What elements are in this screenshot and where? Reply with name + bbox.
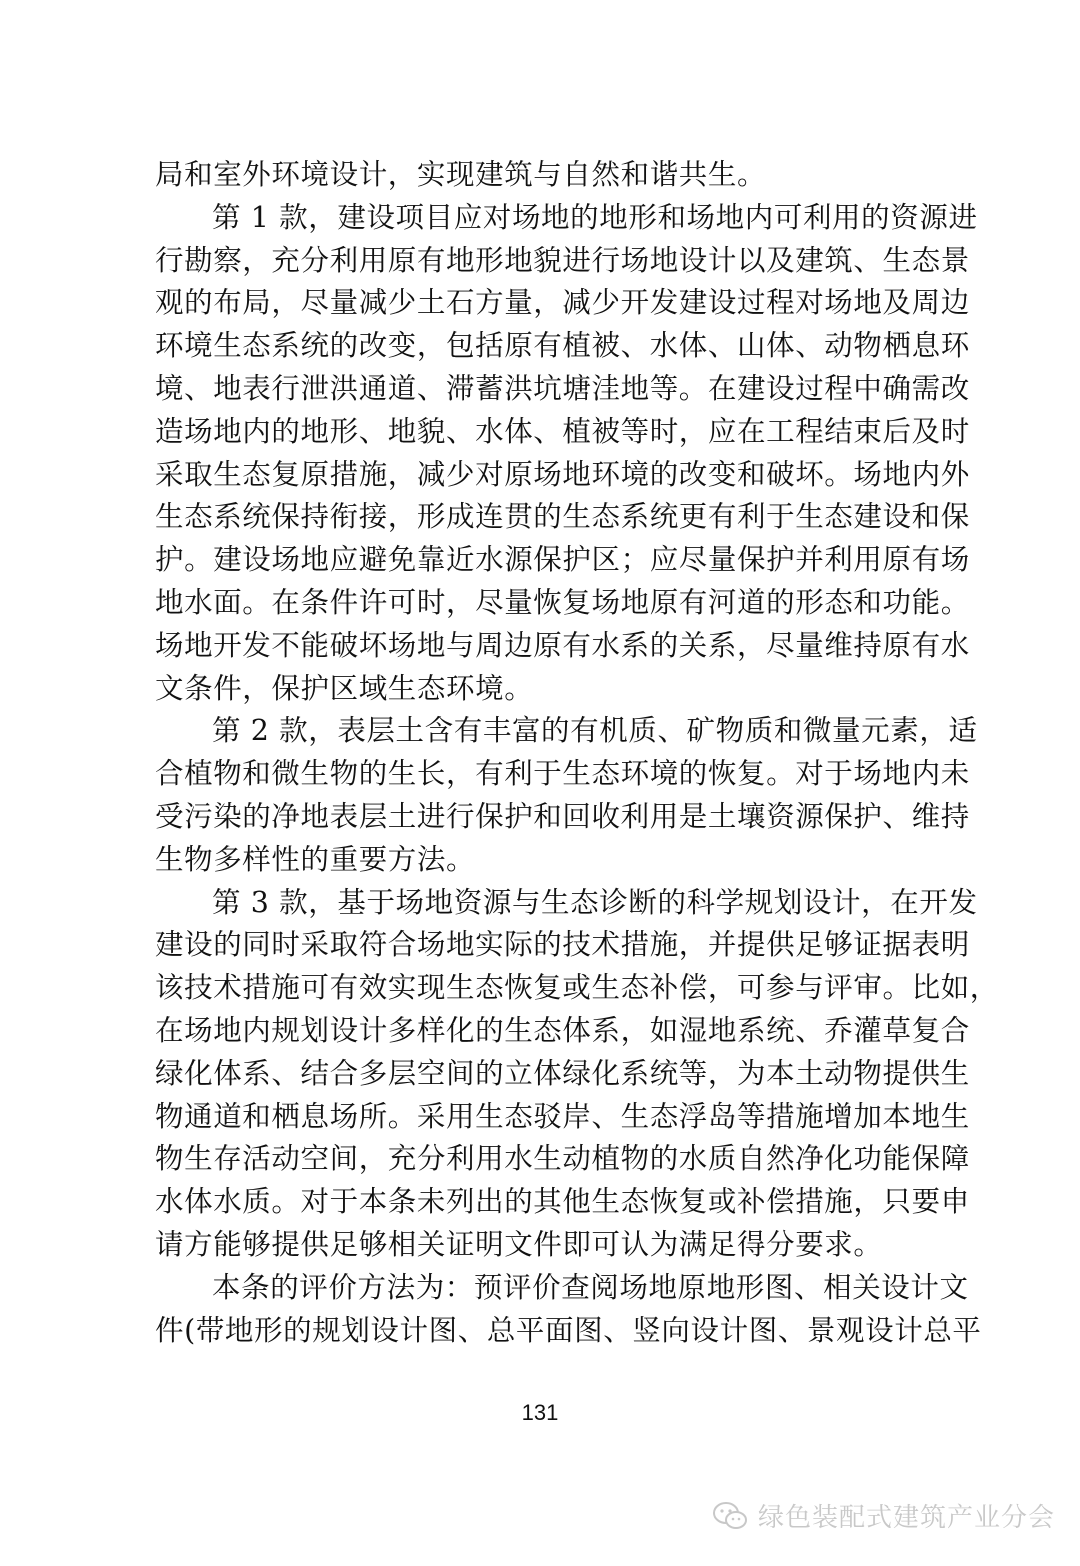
text-line: 建设的同时采取符合场地实际的技术措施，并提供足够证据表明 — [155, 928, 970, 962]
text-line: 局和室外环境设计，实现建筑与自然和谐共生。 — [155, 158, 767, 191]
text-line: 合植物和微生物的生长，有利于生态环境的恢复。对于场地内未 — [155, 757, 970, 791]
text-line: 件(带地形的规划设计图、总平面图、竖向设计图、景观设计总平 — [155, 1313, 982, 1347]
text-line: 境、地表行泄洪通道、滞蓄洪坑塘洼地等。在建设过程中确需改 — [155, 371, 970, 405]
document-body — [155, 154, 999, 1352]
page-number: 131 — [521, 1400, 559, 1425]
text-line: 观的布局，尽量减少土石方量，减少开发建设过程对场地及周边 — [155, 286, 970, 320]
text-line: 造场地内的地形、地貌、水体、植被等时，应在工程结束后及时 — [155, 414, 970, 448]
text-line: 第 3 款，基于场地资源与生态诊断的科学规划设计，在开发 — [212, 885, 978, 919]
text-line: 本条的评价方法为：预评价查阅场地原地形图、相关设计文 — [212, 1270, 969, 1304]
text-line: 在场地内规划设计多样化的生态体系，如湿地系统、乔灌草复合 — [155, 1013, 970, 1047]
text-line: 第 2 款，表层土含有丰富的有机质、矿物质和微量元素，适 — [212, 714, 978, 748]
text-line: 请方能够提供足够相关证明文件即可认为满足得分要求。 — [155, 1227, 883, 1261]
wechat-icon — [712, 1501, 748, 1531]
text-line: 环境生态系统的改变，包括原有植被、水体、山体、动物栖息环 — [155, 329, 970, 363]
text-line: 水体水质。对于本条未列出的其他生态恢复或补偿措施，只要申 — [155, 1185, 970, 1219]
text-line: 绿化体系、结合多层空间的立体绿化系统等，为本土动物提供生 — [155, 1056, 970, 1090]
text-line: 该技术措施可有效实现生态恢复或生态补偿，可参与评审。比如， — [155, 971, 999, 1005]
text-line: 护。建设场地应避免靠近水源保护区；应尽量保护并利用原有场 — [155, 543, 970, 577]
text-line: 物生存活动空间，充分利用水生动植物的水质自然净化功能保障 — [155, 1142, 970, 1176]
text-line: 地水面。在条件许可时，尽量恢复场地原有河道的形态和功能。 — [155, 585, 970, 619]
text-line: 第 1 款，建设项目应对场地的地形和场地内可利用的资源进 — [212, 200, 978, 234]
watermark-text: 绿色装配式建筑产业分会 — [758, 1503, 1056, 1533]
text-line: 采取生态复原措施，减少对原场地环境的改变和破坏。场地内外 — [155, 457, 970, 491]
text-line: 场地开发不能破坏场地与周边原有水系的关系，尽量维持原有水 — [155, 628, 970, 662]
text-line: 物通道和栖息场所。采用生态驳岸、生态浮岛等措施增加本地生 — [155, 1099, 970, 1133]
text-line: 文条件，保护区域生态环境。 — [155, 671, 534, 705]
text-line: 生态系统保持衔接，形成连贯的生态系统更有利于生态建设和保 — [155, 500, 970, 534]
text-line: 行勘察，充分利用原有地形地貌进行场地设计以及建筑、生态景 — [155, 243, 970, 277]
text-line: 生物多样性的重要方法。 — [155, 842, 476, 876]
text-line: 受污染的净地表层土进行保护和回收利用是土壤资源保护、维持 — [155, 799, 970, 833]
watermark — [712, 1497, 1055, 1534]
